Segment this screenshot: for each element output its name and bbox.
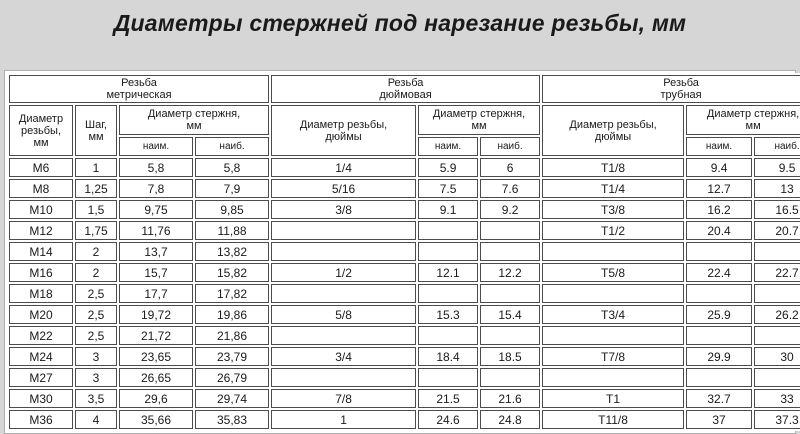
col-header-inch-min: наим. — [418, 137, 478, 156]
metric-pitch-cell: 2,5 — [75, 284, 117, 303]
inch-rod-min-cell: 15.3 — [418, 305, 478, 324]
pipe-diameter-cell: Т1/2 — [542, 221, 684, 240]
header-text: Диаметр резьбы, — [299, 118, 388, 131]
pipe-rod-min-cell: 25.9 — [686, 305, 752, 324]
pipe-rod-max-cell: 33 — [754, 389, 800, 408]
header-text: Диаметр резьбы, — [569, 118, 657, 131]
header-text: Шаг, — [85, 118, 107, 131]
pipe-rod-max-cell: 22.7 — [754, 263, 800, 282]
col-header-pipe-min: наим. — [686, 137, 752, 156]
metric-rod-min-cell: 29,6 — [119, 389, 193, 408]
metric-pitch-cell: 1 — [75, 158, 117, 177]
table-row — [9, 158, 800, 177]
inch-rod-min-cell — [418, 368, 478, 387]
col-header-metric-min: наим. — [119, 137, 193, 156]
pipe-rod-min-cell: 9.4 — [686, 158, 752, 177]
metric-rod-min-cell: 17,7 — [119, 284, 193, 303]
inch-diameter-cell: 1/4 — [271, 158, 416, 177]
metric-rod-min-cell: 19,72 — [119, 305, 193, 324]
pipe-diameter-cell: Т7/8 — [542, 347, 684, 366]
metric-diameter-cell: М8 — [9, 179, 73, 198]
metric-diameter-cell: М12 — [9, 221, 73, 240]
pipe-rod-min-cell: 32.7 — [686, 389, 752, 408]
table-row — [9, 326, 800, 345]
pipe-diameter-cell: Т11/8 — [542, 410, 684, 429]
metric-rod-max-cell: 15,82 — [195, 263, 269, 282]
metric-pitch-cell: 3 — [75, 347, 117, 366]
metric-rod-max-cell: 9,85 — [195, 200, 269, 219]
inch-diameter-cell — [271, 221, 416, 240]
pipe-rod-max-cell: 37.3 — [754, 410, 800, 429]
pipe-diameter-cell — [542, 326, 684, 345]
metric-diameter-cell: М14 — [9, 242, 73, 261]
header-row-groups — [9, 75, 800, 103]
pipe-rod-max-cell: 9.5 — [754, 158, 800, 177]
inch-diameter-cell: 5/16 — [271, 179, 416, 198]
header-text: мм — [33, 136, 49, 149]
header-text: дюймы — [325, 130, 362, 143]
inch-diameter-cell — [271, 242, 416, 261]
table-row — [9, 179, 800, 198]
header-text: Диаметр стержня, — [147, 108, 241, 120]
metric-rod-min-cell: 26,65 — [119, 368, 193, 387]
col-header-pipe-max: наиб. — [754, 137, 800, 156]
metric-diameter-cell: М16 — [9, 263, 73, 282]
inch-rod-min-cell — [418, 242, 478, 261]
inch-diameter-cell: 7/8 — [271, 389, 416, 408]
header-text: мм — [745, 120, 761, 132]
inch-rod-max-cell: 7.6 — [480, 179, 540, 198]
table-body — [9, 158, 800, 429]
pipe-rod-min-cell — [686, 368, 752, 387]
metric-rod-max-cell: 17,82 — [195, 284, 269, 303]
inch-rod-min-cell — [418, 326, 478, 345]
inch-diameter-cell — [271, 368, 416, 387]
metric-rod-max-cell: 35,83 — [195, 410, 269, 429]
inch-rod-min-cell: 12.1 — [418, 263, 478, 282]
col-header-pipe-diameter — [542, 105, 684, 156]
inch-rod-max-cell: 24.8 — [480, 410, 540, 429]
table-container — [4, 70, 800, 434]
metric-pitch-cell: 2 — [75, 263, 117, 282]
pipe-diameter-cell: Т1 — [542, 389, 684, 408]
metric-diameter-cell: М18 — [9, 284, 73, 303]
inch-rod-min-cell: 18.4 — [418, 347, 478, 366]
inch-rod-min-cell: 5.9 — [418, 158, 478, 177]
pipe-diameter-cell: Т5/8 — [542, 263, 684, 282]
header-text: мм — [471, 120, 487, 132]
inch-rod-max-cell — [480, 221, 540, 240]
table-row — [9, 410, 800, 429]
group-label: трубная — [660, 89, 702, 101]
inch-diameter-cell: 3/4 — [271, 347, 416, 366]
metric-pitch-cell: 2,5 — [75, 305, 117, 324]
pipe-rod-max-cell — [754, 242, 800, 261]
inch-rod-min-cell — [418, 221, 478, 240]
metric-rod-min-cell: 5,8 — [119, 158, 193, 177]
page-title: Диаметры стержней под нарезание резьбы, мм — [113, 10, 687, 36]
group-header-pipe — [542, 75, 800, 103]
group-label: Резьба — [663, 77, 699, 89]
table-row — [9, 263, 800, 282]
table-row — [9, 368, 800, 387]
metric-rod-max-cell: 26,79 — [195, 368, 269, 387]
inch-rod-max-cell: 6 — [480, 158, 540, 177]
metric-rod-min-cell: 11,76 — [119, 221, 193, 240]
metric-pitch-cell: 2,5 — [75, 326, 117, 345]
inch-rod-max-cell: 15.4 — [480, 305, 540, 324]
inch-diameter-cell — [271, 284, 416, 303]
pipe-rod-min-cell: 22.4 — [686, 263, 752, 282]
col-header-pipe-rod — [686, 105, 800, 135]
group-label: метрическая — [106, 89, 172, 101]
metric-pitch-cell: 2 — [75, 242, 117, 261]
metric-rod-max-cell: 13,82 — [195, 242, 269, 261]
metric-diameter-cell: М36 — [9, 410, 73, 429]
inch-rod-min-cell: 7.5 — [418, 179, 478, 198]
group-label: Резьба — [387, 77, 424, 89]
header-row-columns — [9, 105, 800, 135]
metric-pitch-cell: 1,5 — [75, 200, 117, 219]
pipe-rod-min-cell — [686, 284, 752, 303]
pipe-rod-min-cell — [686, 242, 752, 261]
metric-pitch-cell: 4 — [75, 410, 117, 429]
inch-diameter-cell — [271, 326, 416, 345]
metric-diameter-cell: М30 — [9, 389, 73, 408]
pipe-diameter-cell: Т1/4 — [542, 179, 684, 198]
inch-rod-max-cell: 12.2 — [480, 263, 540, 282]
inch-rod-min-cell: 24.6 — [418, 410, 478, 429]
metric-rod-max-cell: 23,79 — [195, 347, 269, 366]
inch-rod-max-cell — [480, 284, 540, 303]
metric-rod-min-cell: 35,66 — [119, 410, 193, 429]
header-text: Диаметр стержня, — [432, 108, 526, 120]
header-text: резьбы, — [20, 124, 62, 137]
table-row — [9, 221, 800, 240]
metric-rod-max-cell: 19,86 — [195, 305, 269, 324]
col-header-metric-diameter — [9, 105, 73, 156]
pipe-rod-min-cell: 29.9 — [686, 347, 752, 366]
metric-diameter-cell: М22 — [9, 326, 73, 345]
header-text: Диаметр — [18, 112, 64, 125]
pipe-rod-min-cell: 16.2 — [686, 200, 752, 219]
metric-rod-min-cell: 21,72 — [119, 326, 193, 345]
metric-diameter-cell: М20 — [9, 305, 73, 324]
pipe-rod-max-cell: 13 — [754, 179, 800, 198]
metric-diameter-cell: М27 — [9, 368, 73, 387]
group-label: Резьба — [121, 77, 157, 89]
metric-rod-min-cell: 23,65 — [119, 347, 193, 366]
inch-rod-min-cell: 21.5 — [418, 389, 478, 408]
inch-diameter-cell: 1 — [271, 410, 416, 429]
pipe-rod-max-cell — [754, 284, 800, 303]
inch-diameter-cell: 5/8 — [271, 305, 416, 324]
header-text: дюймы — [594, 130, 632, 143]
metric-pitch-cell: 3 — [75, 368, 117, 387]
metric-rod-min-cell: 15,7 — [119, 263, 193, 282]
metric-rod-max-cell: 21,86 — [195, 326, 269, 345]
pipe-diameter-cell: Т3/4 — [542, 305, 684, 324]
inch-rod-max-cell: 18.5 — [480, 347, 540, 366]
header-text: мм — [88, 130, 104, 143]
pipe-rod-max-cell: 26.2 — [754, 305, 800, 324]
pipe-rod-max-cell: 20.7 — [754, 221, 800, 240]
pipe-rod-min-cell: 20.4 — [686, 221, 752, 240]
inch-rod-min-cell: 9.1 — [418, 200, 478, 219]
inch-rod-max-cell — [480, 326, 540, 345]
metric-rod-min-cell: 7,8 — [119, 179, 193, 198]
col-header-inch-rod — [418, 105, 540, 135]
pipe-rod-min-cell: 37 — [686, 410, 752, 429]
metric-diameter-cell: М6 — [9, 158, 73, 177]
header-text: Диаметр стержня, — [706, 108, 800, 120]
group-header-metric — [9, 75, 269, 103]
col-header-inch-diameter — [271, 105, 416, 156]
col-header-metric-pitch — [75, 105, 117, 156]
metric-rod-min-cell: 9,75 — [119, 200, 193, 219]
inch-rod-max-cell — [480, 242, 540, 261]
table-row — [9, 284, 800, 303]
pipe-diameter-cell: Т1/8 — [542, 158, 684, 177]
pipe-rod-min-cell: 12.7 — [686, 179, 752, 198]
metric-rod-max-cell: 5,8 — [195, 158, 269, 177]
metric-rod-max-cell: 7,9 — [195, 179, 269, 198]
metric-diameter-cell: М24 — [9, 347, 73, 366]
metric-pitch-cell: 3,5 — [75, 389, 117, 408]
table-row — [9, 242, 800, 261]
pipe-diameter-cell — [542, 242, 684, 261]
pipe-rod-max-cell: 30 — [754, 347, 800, 366]
inch-rod-max-cell — [480, 368, 540, 387]
pipe-rod-max-cell: 16.5 — [754, 200, 800, 219]
pipe-diameter-cell: Т3/8 — [542, 200, 684, 219]
table-row — [9, 389, 800, 408]
pipe-rod-max-cell — [754, 368, 800, 387]
metric-rod-min-cell: 13,7 — [119, 242, 193, 261]
col-header-metric-rod — [119, 105, 269, 135]
group-header-inch — [271, 75, 540, 103]
inch-rod-max-cell: 9.2 — [480, 200, 540, 219]
metric-rod-max-cell: 29,74 — [195, 389, 269, 408]
group-label: дюймовая — [379, 89, 432, 101]
table-row — [9, 305, 800, 324]
inch-diameter-cell: 1/2 — [271, 263, 416, 282]
thread-diameter-table — [7, 73, 800, 431]
pipe-diameter-cell — [542, 284, 684, 303]
col-header-metric-max: наиб. — [195, 137, 269, 156]
pipe-diameter-cell — [542, 368, 684, 387]
inch-diameter-cell: 3/8 — [271, 200, 416, 219]
inch-rod-max-cell: 21.6 — [480, 389, 540, 408]
pipe-rod-min-cell — [686, 326, 752, 345]
pipe-rod-max-cell — [754, 326, 800, 345]
col-header-inch-max: наиб. — [480, 137, 540, 156]
table-row — [9, 200, 800, 219]
inch-rod-min-cell — [418, 284, 478, 303]
metric-pitch-cell: 1,75 — [75, 221, 117, 240]
metric-rod-max-cell: 11,88 — [195, 221, 269, 240]
header-text: мм — [186, 120, 202, 132]
metric-diameter-cell: М10 — [9, 200, 73, 219]
table-row — [9, 347, 800, 366]
metric-pitch-cell: 1,25 — [75, 179, 117, 198]
